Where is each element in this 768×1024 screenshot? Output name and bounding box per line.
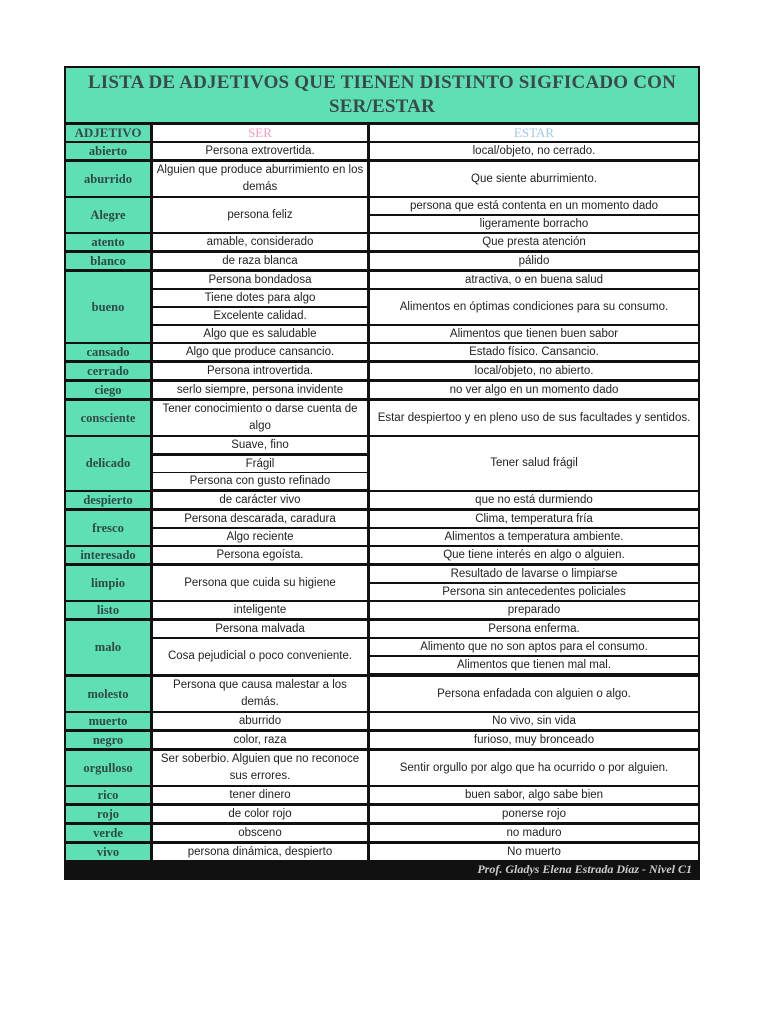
ser-meaning-cell: inteligente	[153, 602, 367, 618]
estar-meaning-cell: Persona sin antecedentes policiales	[370, 584, 698, 600]
adjective-cell: listo	[66, 602, 150, 618]
adjective-cell: consciente	[66, 401, 150, 435]
estar-meaning-cell: Tener salud frágil	[370, 437, 698, 490]
estar-meaning-cell: ligeramente borracho	[370, 216, 698, 232]
ser-meaning-cell: aburrido	[153, 713, 367, 729]
ser-meaning-cell: de raza blanca	[153, 253, 367, 269]
estar-meaning-cell: Estar despiertoo y en pleno uso de sus facultades y sentidos.	[370, 401, 698, 435]
estar-meaning-cell: pálido	[370, 253, 698, 269]
adjective-cell: atento	[66, 234, 150, 250]
estar-meaning-cell: No vivo, sin vida	[370, 713, 698, 729]
estar-meaning-cell: Sentir orgullo por algo que ha ocurrido o por alguien.	[370, 751, 698, 785]
adjective-cell: orgulloso	[66, 751, 150, 785]
adjective-cell: ciego	[66, 382, 150, 398]
estar-meaning-cell: local/objeto, no abierto.	[370, 363, 698, 379]
estar-meaning-cell: furioso, muy bronceado	[370, 732, 698, 748]
ser-meaning-cell: Persona bondadosa	[153, 272, 367, 288]
estar-meaning-cell: atractiva, o en buena salud	[370, 272, 698, 288]
estar-meaning-cell: Persona enfadada con alguien o algo.	[370, 677, 698, 711]
estar-meaning-cell: Clima, temperatura fría	[370, 511, 698, 527]
ser-meaning-cell: tener dinero	[153, 787, 367, 803]
estar-meaning-cell: Que presta atención	[370, 234, 698, 250]
adjective-cell: malo	[66, 621, 150, 674]
estar-meaning-cell: Resultado de lavarse o limpiarse	[370, 566, 698, 582]
adjective-cell: cansado	[66, 344, 150, 360]
estar-meaning-cell: no maduro	[370, 825, 698, 841]
estar-meaning-cell: Alimentos que tienen buen sabor	[370, 326, 698, 342]
estar-meaning-cell: no ver algo en un momento dado	[370, 382, 698, 398]
adjective-cell: aburrido	[66, 162, 150, 196]
ser-meaning-cell: Tener conocimiento o darse cuenta de algo	[153, 401, 367, 435]
estar-meaning-cell: Alimentos en óptimas condiciones para su consumo.	[370, 290, 698, 324]
estar-meaning-cell: persona que está contenta en un momento dado	[370, 198, 698, 214]
ser-meaning-cell: Frágil	[153, 456, 367, 472]
ser-meaning-cell: Persona que causa malestar a los demás.	[153, 677, 367, 711]
adjective-cell: blanco	[66, 253, 150, 269]
ser-meaning-cell: obsceno	[153, 825, 367, 841]
estar-meaning-cell: Alimentos que tienen mal mal.	[370, 657, 698, 673]
ser-meaning-cell: persona feliz	[153, 198, 367, 232]
adjective-cell: bueno	[66, 272, 150, 342]
estar-meaning-cell: que no está durmiendo	[370, 492, 698, 508]
column-header-estar: ESTAR	[370, 125, 698, 141]
column-header-adjetivo: ADJETIVO	[66, 125, 150, 141]
estar-meaning-cell: local/objeto, no cerrado.	[370, 143, 698, 159]
column-header-ser: SER	[153, 125, 367, 141]
ser-meaning-cell: Algo que produce cansancio.	[153, 344, 367, 360]
author-footer: Prof. Gladys Elena Estrada Díaz - Nivel C1	[66, 861, 698, 878]
estar-meaning-cell: Que tiene interés en algo o alguien.	[370, 547, 698, 563]
adjective-cell: molesto	[66, 677, 150, 711]
ser-meaning-cell: de carácter vivo	[153, 492, 367, 508]
adjective-cell: Alegre	[66, 198, 150, 232]
ser-meaning-cell: Cosa pejudicial o poco conveniente.	[153, 639, 367, 674]
adjective-cell: vivo	[66, 844, 150, 860]
ser-meaning-cell: Persona con gusto refinado	[153, 473, 367, 489]
ser-meaning-cell: Tiene dotes para algo	[153, 290, 367, 306]
ser-meaning-cell: serlo siempre, persona invidente	[153, 382, 367, 398]
adjective-cell: rico	[66, 787, 150, 803]
ser-meaning-cell: Ser soberbio. Alguien que no reconoce sus errores.	[153, 751, 367, 785]
estar-meaning-cell: No muerto	[370, 844, 698, 860]
ser-meaning-cell: Alguien que produce aburrimiento en los demás	[153, 162, 367, 196]
ser-meaning-cell: Algo reciente	[153, 529, 367, 545]
page-title: LISTA DE ADJETIVOS QUE TIENEN DISTINTO SIGFICADO CON SER/ESTAR	[66, 68, 698, 122]
adjective-cell: interesado	[66, 547, 150, 563]
ser-meaning-cell: color, raza	[153, 732, 367, 748]
ser-meaning-cell: persona dinámica, despierto	[153, 844, 367, 860]
estar-meaning-cell: buen sabor, algo sabe bien	[370, 787, 698, 803]
ser-meaning-cell: Algo que es saludable	[153, 326, 367, 342]
ser-meaning-cell: amable, considerado	[153, 234, 367, 250]
adjective-cell: verde	[66, 825, 150, 841]
estar-meaning-cell: ponerse rojo	[370, 806, 698, 822]
adjective-cell: negro	[66, 732, 150, 748]
ser-meaning-cell: Persona introvertida.	[153, 363, 367, 379]
adjective-cell: abierto	[66, 143, 150, 159]
adjective-cell: delicado	[66, 437, 150, 490]
ser-meaning-cell: Suave, fino	[153, 437, 367, 453]
ser-meaning-cell: Persona que cuida su higiene	[153, 566, 367, 600]
adjective-cell: fresco	[66, 511, 150, 545]
adjective-cell: limpio	[66, 566, 150, 600]
adjective-cell: muerto	[66, 713, 150, 729]
ser-meaning-cell: Persona descarada, caradura	[153, 511, 367, 527]
adjective-cell: despierto	[66, 492, 150, 508]
ser-meaning-cell: Persona malvada	[153, 621, 367, 637]
estar-meaning-cell: Alimento que no son aptos para el consumo.	[370, 639, 698, 655]
estar-meaning-cell: Alimentos a temperatura ambiente.	[370, 529, 698, 545]
estar-meaning-cell: Persona enferma.	[370, 621, 698, 637]
adjective-cell: rojo	[66, 806, 150, 822]
ser-meaning-cell: de color rojo	[153, 806, 367, 822]
estar-meaning-cell: Estado físico. Cansancio.	[370, 344, 698, 360]
estar-meaning-cell: Que siente aburrimiento.	[370, 162, 698, 196]
ser-meaning-cell: Persona extrovertida.	[153, 143, 367, 159]
estar-meaning-cell: preparado	[370, 602, 698, 618]
adjective-cell: cerrado	[66, 363, 150, 379]
ser-meaning-cell: Persona egoísta.	[153, 547, 367, 563]
ser-meaning-cell: Excelente calidad.	[153, 308, 367, 324]
